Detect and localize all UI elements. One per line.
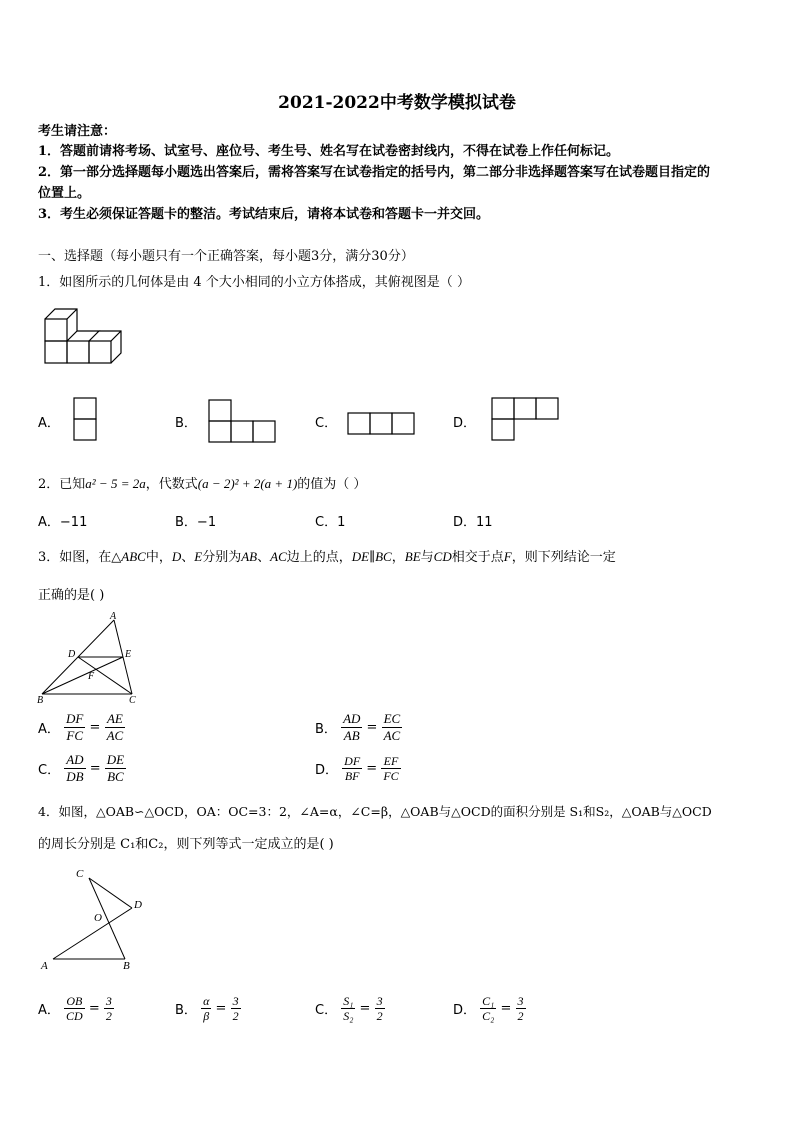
q3-d-right-frac: $\frac{EF}{FC}$ xyxy=(383,754,399,783)
q3-label-b: B xyxy=(37,695,44,704)
q3-option-b[interactable]: B． $\frac{AD}{AB}$ = $\frac{EC}{AC}$ xyxy=(315,711,401,743)
q4-label-a: A xyxy=(41,960,48,972)
q3-label-f: F xyxy=(88,671,95,682)
q4-b-left-frac: $\frac{\alpha}{\beta}$ xyxy=(203,994,210,1023)
q3-b-right-frac: $\frac{EC}{AC}$ xyxy=(383,711,401,743)
q4-d-left-frac: $\frac{\text{C₁}}{\text{C₂}}$ xyxy=(482,994,495,1023)
q4-figure xyxy=(36,864,148,972)
q4-c-right-frac: $\frac{3}{2}$ xyxy=(376,994,383,1023)
q1-option-b-figure xyxy=(208,399,276,443)
q3-a-left-frac: $\frac{DF}{FC}$ xyxy=(66,711,84,743)
notice-item-2-cont: 位置上。 xyxy=(38,186,91,201)
q1-option-c-label[interactable]: C． xyxy=(315,416,338,431)
notice-item-1: 1．答题前请将考场、试室号、座位号、考生号、姓名写在试卷密封线内，不得在试卷上作任何标记。 xyxy=(38,144,620,159)
notice-item-3: 3．考生必须保证答题卡的整洁。考试结束后，请将本试卷和答题卡一并交回。 xyxy=(38,207,490,222)
q1-option-d-label[interactable]: D． xyxy=(453,416,477,431)
notice-heading: 考生请注意： xyxy=(38,124,117,139)
q3-c-left-frac: $\frac{AD}{DB}$ xyxy=(66,752,84,784)
q3-a-right-frac: $\frac{AE}{AC}$ xyxy=(106,711,124,743)
q4-label-c: C xyxy=(76,868,84,880)
q4-option-c[interactable]: C． $\frac{\text{S₁}}{\text{S₂}}$ = $\frac{3}{2}$ xyxy=(315,994,383,1023)
q4-label-o: O xyxy=(94,912,102,924)
q1-option-b-label[interactable]: B． xyxy=(175,416,197,431)
q3-option-a[interactable]: A． $\frac{DF}{FC}$ = $\frac{AE}{AC}$ xyxy=(38,711,124,743)
q3-label-e: E xyxy=(125,649,132,660)
q3-label-c: C xyxy=(129,695,136,704)
q1-solid-figure xyxy=(44,308,126,366)
q4-label-b: B xyxy=(123,960,130,972)
q3-label-d: D xyxy=(68,649,76,660)
q2-expression: (a − 2)² + 2(a + 1) xyxy=(197,476,298,491)
q4-c-left-frac: $\frac{\text{S₁}}{\text{S₂}}$ xyxy=(343,994,354,1023)
q3-stem-line1: 3．如图，在△ABC中，D、E分别为AB、AC边上的点，DE∥BC，BE与CD相交于点F，则下列结论一定 xyxy=(38,549,616,565)
notice-item-2: 2．第一部分选择题每小题选出答案后，需将答案写在试卷指定的括号内，第二部分非选择题答案写在试卷题目指定的 xyxy=(38,165,711,180)
q2-stem xyxy=(38,473,366,492)
q4-option-a[interactable]: A． $\frac{OB}{CD}$ = $\frac{3}{2}$ xyxy=(38,994,112,1023)
q4-stem-line2: 的周长分别是 C₁和C₂，则下列等式一定成立的是( ) xyxy=(38,837,334,852)
q2-option-a[interactable]: A．−11 xyxy=(38,515,88,530)
q2-option-d[interactable]: D．11 xyxy=(453,515,493,530)
q2-option-b[interactable]: B．−1 xyxy=(175,515,217,530)
q4-a-left-frac: $\frac{OB}{CD}$ xyxy=(66,994,83,1023)
q4-option-b[interactable]: B． $\frac{\alpha}{\beta}$ = $\frac{3}{2}$ xyxy=(175,994,239,1023)
q3-b-left-frac: $\frac{AD}{AB}$ xyxy=(343,711,361,743)
q4-d-right-frac: $\frac{3}{2}$ xyxy=(517,994,524,1023)
q4-a-right-frac: $\frac{3}{2}$ xyxy=(105,994,112,1023)
q4-b-right-frac: $\frac{3}{2}$ xyxy=(232,994,239,1023)
q4-stem-line1: 4．如图，△OAB∽△OCD，OA：OC=3：2，∠A=α，∠C=β，△OAB与△OCD的面积分别是 S₁和S₂，△OAB与△OCD xyxy=(38,804,712,819)
q3-option-c[interactable]: C． $\frac{AD}{DB}$ = $\frac{DE}{BC}$ xyxy=(38,752,125,784)
q2-condition: a² − 5 = 2a xyxy=(85,476,146,491)
q3-stem-line2: 正确的是( ) xyxy=(38,588,105,603)
q2-option-c[interactable]: C．1 xyxy=(315,515,346,530)
q2-suffix: 的值为（ ） xyxy=(297,477,367,492)
q2-mid: ，代数式 xyxy=(145,477,198,492)
q4-label-d: D xyxy=(134,899,142,911)
q3-triangle-figure xyxy=(36,610,142,704)
q1-option-a-figure xyxy=(73,397,97,441)
q1-stem: 1．如图所示的几何体是由 4 个大小相同的小立方体搭成，其俯视图是（ ） xyxy=(38,275,470,290)
section-heading: 一、选择题（每小题只有一个正确答案，每小题3分，满分30分） xyxy=(38,249,414,264)
q1-option-d-figure xyxy=(491,397,559,441)
q3-option-d[interactable]: D． $\frac{DF}{BF}$ = $\frac{EF}{FC}$ xyxy=(315,754,399,783)
q1-option-a-label[interactable]: A． xyxy=(38,416,60,431)
q3-c-right-frac: $\frac{DE}{BC}$ xyxy=(106,752,125,784)
page-title: 2021-2022中考数学模拟试卷 xyxy=(278,93,516,113)
q4-option-d[interactable]: D． $\frac{\text{C₁}}{\text{C₂}}$ = $\frac{3}{2}$ xyxy=(453,994,524,1023)
q3-d-left-frac: $\frac{DF}{BF}$ xyxy=(344,754,361,783)
q2-prefix: 2．已知 xyxy=(38,477,86,492)
q3-label-a: A xyxy=(110,611,117,622)
q1-option-c-figure xyxy=(347,412,415,436)
